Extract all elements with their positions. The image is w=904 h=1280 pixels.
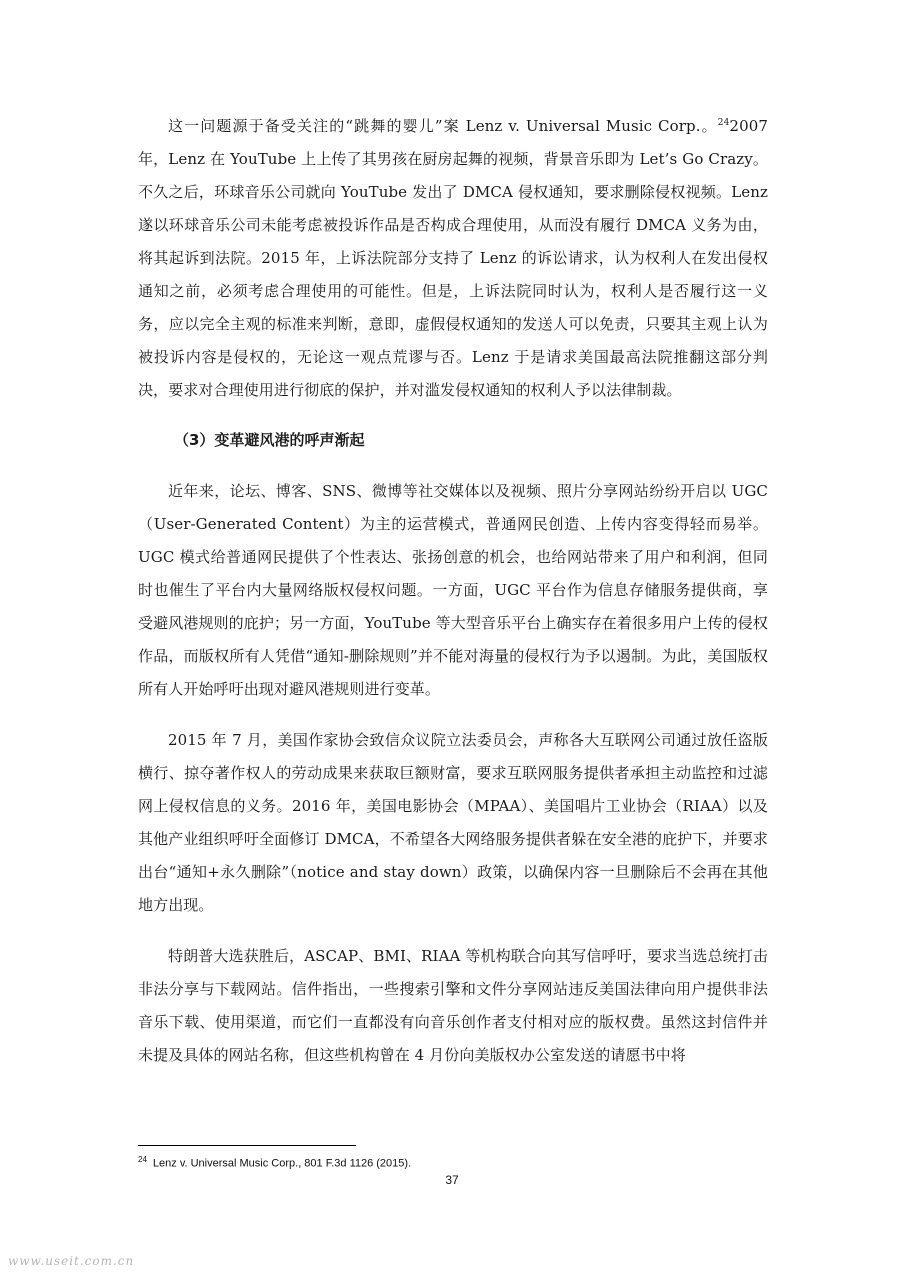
watermark: www.useit.com.cn [8, 1254, 135, 1268]
footnote-text: Lenz v. Universal Music Corp., 801 F.3d 1126 (2015). [152, 1157, 412, 1170]
paragraph-ugc: 近年来，论坛、博客、SNS、微博等社交媒体以及视频、照片分享网站纷纷开启以 UGC（User-Generated Content）为主的运营模式，普通网民创造、上传内容变得轻而易举。UGC 模式给普通网民提供了个性表达、张扬创意的机会，也给网站带来了用户和利润，但同时也催生了平台内大量网络版权侵权问题。一方面，UGC 平台作为信息存储服务提供商，享受避风港规则的庇护；另一方面，YouTube 等大型音乐平台上确实存在着很多用户上传的侵权作品，而版权所有人凭借“通知-删除规则”并不能对海量的侵权行为予以遏制。为此，美国版权所有人开始呼吁出现对避风港规则进行变革。 [138, 482, 768, 698]
paragraph-lenz-case-part2: 2007 年，Lenz 在 YouTube 上上传了其男孩在厨房起舞的视频，背景音乐即为 Let’s Go Crazy。不久之后，环球音乐公司就向 YouTube 发出了 DMCA 侵权通知，要求删除侵权视频。Lenz 遂以环球音乐公司未能考虑被投诉作品是否构成合理使用，从而没有履行 DMCA 义务为由，将其起诉到法院。2015 年，上诉法院部分支持了 Lenz 的诉讼请求，认为权利人在发出侵权通知之前，必须考虑合理使用的可能性。但是，上诉法院同时认为，权利人是否履行这一义务，应以完全主观的标准来判断，意即，虚假侵权通知的发送人可以免责，只要其主观上认为被投诉内容是侵权的，无论这一观点荒谬与否。Lenz 于是请求美国最高法院推翻这部分判决，要求对合理使用进行彻底的保护，并对滥发侵权通知的权利人予以法律制裁。 [138, 117, 768, 399]
footnote-number: 24 [138, 1155, 147, 1164]
page-number: 37 [445, 1173, 459, 1187]
footnote-reference[interactable]: 24 [717, 118, 730, 128]
paragraph-2015-authors: 2015 年 7 月，美国作家协会致信众议院立法委员会，声称各大互联网公司通过放任盗版横行、掠夺著作权人的劳动成果来获取巨额财富，要求互联网服务提供者承担主动监控和过滤网上侵权信息的义务。2016 年，美国电影协会（MPAA）、美国唱片工业协会（RIAA）以及其他产业组织呼吁全面修订 DMCA，不希望各大网络服务提供者躲在安全港的庇护下，并要求出台“通知+永久删除”（notice and stay down）政策，以确保内容一旦删除后不会再在其他地方出现。 [138, 731, 768, 914]
footnote [138, 1152, 768, 1172]
paragraph-trump-election: 特朗普大选获胜后，ASCAP、BMI、RIAA 等机构联合向其写信呼吁，要求当选总统打击非法分享与下载网站。信件指出，一些搜索引擎和文件分享网站违反美国法律向用户提供非法音乐下载、使用渠道，而它们一直都没有向音乐创作者支付相对应的版权费。虽然这封信件并未提及具体的网站名称，但这些机构曾在 4 月份向美版权办公室发送的请愿书中将 [138, 947, 768, 1064]
paragraph-lenz-case-part1: 这一问题源于备受关注的“跳舞的婴儿”案 Lenz v. Universal Music Corp.。 [168, 117, 718, 135]
section-heading: （3）变革避风港的呼声渐起 [174, 431, 365, 449]
paragraph-lenz-case [138, 110, 768, 407]
footnote-divider [138, 1145, 356, 1146]
body-text [138, 110, 768, 1090]
